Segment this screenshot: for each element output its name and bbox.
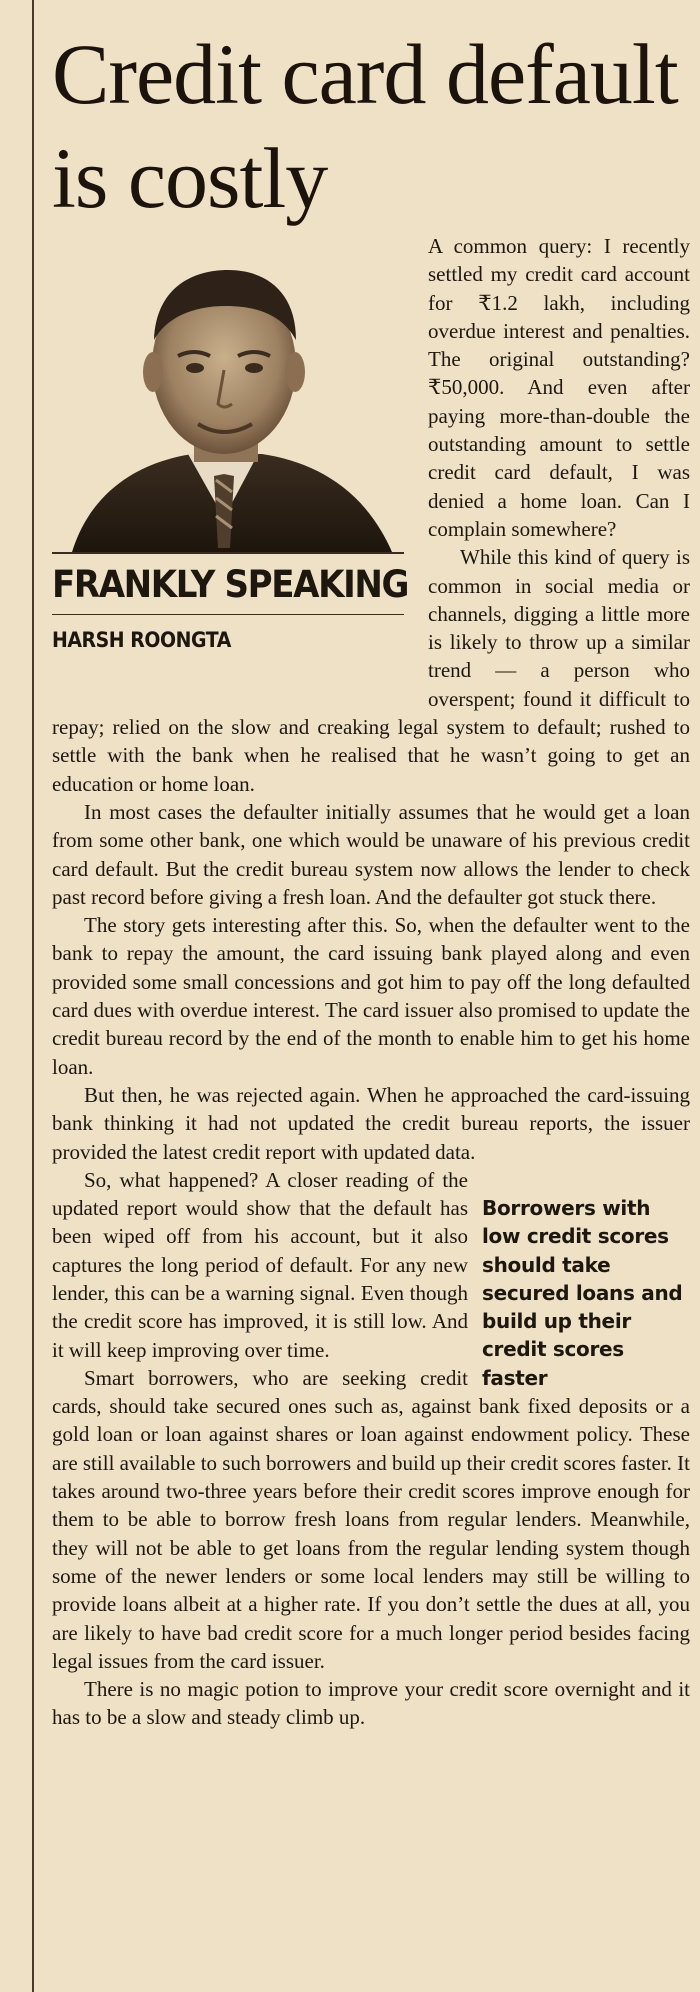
author-byline: HARSH ROONGTA: [52, 628, 231, 652]
paragraph-1: A common query: I recently settled my credit card account for ₹1.2 lakh, including overdue interest and penalties. The original outstanding? ₹50,000. And even after paying more-than-double the outstanding amount to settle credit card default, I was denied a home loan. Can I complain somewhere?: [428, 234, 690, 541]
paragraph-2: While this kind of query is common in social media or channels, digging a little more is likely to throw up a similar trend — a person who overspent; found it difficult to repay; relied on the slow and creaking legal system to default; rushed to settle with the bank when he realised that he wasn’t going to get an education or home loan.: [52, 545, 690, 796]
paragraph-3: In most cases the defaulter initially assumes that he would get a loan from some other bank, one which would be unaware of his previous credit card default. But the credit bureau system now allows the lender to check past record before giving a fresh loan. And the defaulter got stuck there.: [52, 799, 690, 909]
pull-quote: Borrowers with low credit scores should take secured loans and build up their credit scores faster: [482, 1196, 683, 1390]
headline: Credit card default is costly: [52, 26, 678, 226]
paragraph-5: But then, he was rejected again. When he approached the card-issuing bank thinking it had not updated the credit bureau reports, the issuer provided the latest credit report with updated data.: [52, 1082, 690, 1164]
paragraph-7: Smart borrowers, who are seeking credit cards, should take secured ones such as, against bank fixed deposits or a gold loan or loan against shares or loan against endowment policy. These are still available to such borrowers and build up their credit scores faster. It takes around two-three years before their credit scores improve enough for them to be able to borrow fresh loans from regular lenders. Meanwhile, they will not be able to get loans from the regular lending system though some of the newer lenders or some local lenders may still be willing to provide loans albeit at a higher rate. If you don’t settle the dues at all, you are likely to have bad credit score for a much longer period besides facing legal issues from the card issuer.: [52, 1365, 690, 1673]
paragraph-6: So, what happened? A closer reading of the updated report would show that the default has been wiped off from his account, but it also captures the long period of default. For any new lender, this can be a warning signal. Even though the credit score has improved, it is still low. And it will keep improving over time.: [52, 1167, 468, 1362]
paragraph-4: The story gets interesting after this. So, when the defaulter went to the bank to repay the amount, the card issuing bank played along and even provided some small concessions and got him to pay off the long defaulted card dues with overdue interest. The card issuer also promised to update the credit bureau record by the end of the month to enable him to get his home loan.: [52, 913, 690, 1079]
paragraph-8: There is no magic potion to improve your credit score overnight and it has to be a slow and steady climb up.: [52, 1677, 690, 1730]
author-photo: [52, 248, 404, 552]
author-portrait-image: [52, 248, 404, 552]
column-rule-top: [52, 552, 404, 554]
left-border-rule: [32, 0, 34, 1992]
column-rule-bottom: [52, 614, 404, 615]
column-name: FRANKLY SPEAKING: [52, 563, 409, 606]
